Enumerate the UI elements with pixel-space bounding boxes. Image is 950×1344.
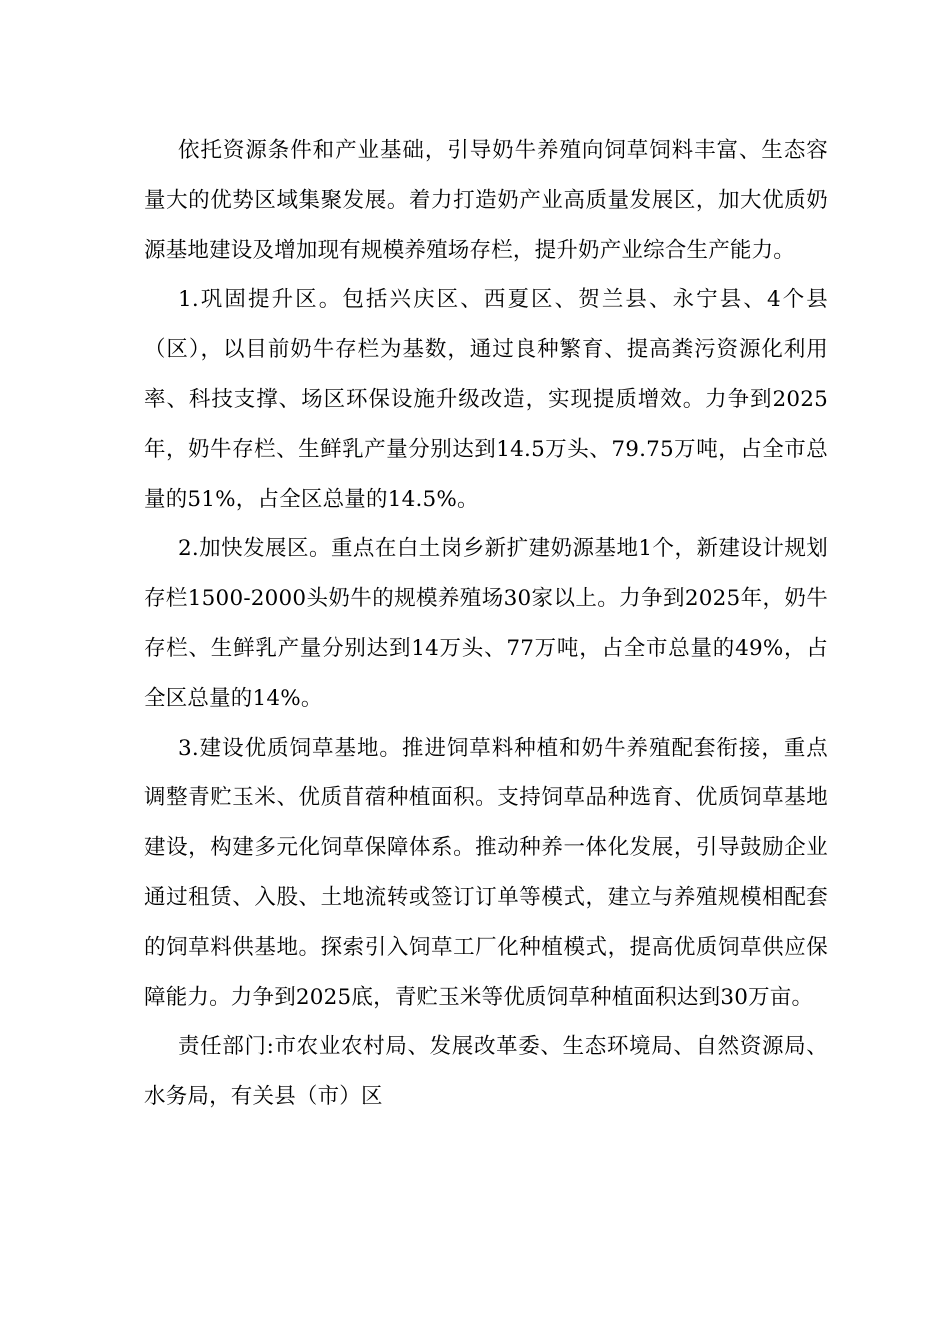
paragraph-forage-base: 3.建设优质饲草基地。推进饲草料种植和奶牛养殖配套衔接，重点调整青贮玉米、优质苜蓿种植面积。支持饲草品种选育、优质饲草基地建设，构建多元化饲草保障体系。推动种养一体化发展，引导鼓励企业通过租赁、入股、土地流转或签订订单等模式，建立与养殖规模相配套的饲草料供基地。探索引入饲草工厂化种植模式，提高优质饲草供应保障能力。力争到2025底，青贮玉米等优质饲草种植面积达到30万亩。 <box>144 735 828 1010</box>
document-body <box>144 126 828 1122</box>
paragraph-responsible-departments: 责任部门:市农业农村局、发展改革委、生态环境局、自然资源局、水务局，有关县（市）区 <box>144 1034 828 1110</box>
paragraph-accelerated-zone: 2.加快发展区。重点在白土岗乡新扩建奶源基地1个，新建设计规划存栏1500-2000头奶牛的规模养殖场30家以上。力争到2025年，奶牛存栏、生鲜乳产量分别达到14万头、77万吨，占全市总量的49%，占全区总量的14%。 <box>144 536 828 711</box>
paragraph-intro: 依托资源条件和产业基础，引导奶牛养殖向饲草饲料丰富、生态容量大的优势区域集聚发展。着力打造奶产业高质量发展区，加大优质奶源基地建设及增加现有规模养殖场存栏，提升奶产业综合生产能力。 <box>144 138 828 263</box>
paragraph-consolidation-zone: 1.巩固提升区。包括兴庆区、西夏区、贺兰县、永宁县、4个县（区），以目前奶牛存栏为基数，通过良种繁育、提高粪污资源化利用率、科技支撑、场区环保设施升级改造，实现提质增效。力争到2025年，奶牛存栏、生鲜乳产量分别达到14.5万头、79.75万吨，占全市总量的51%，占全区总量的14.5%。 <box>144 287 828 512</box>
